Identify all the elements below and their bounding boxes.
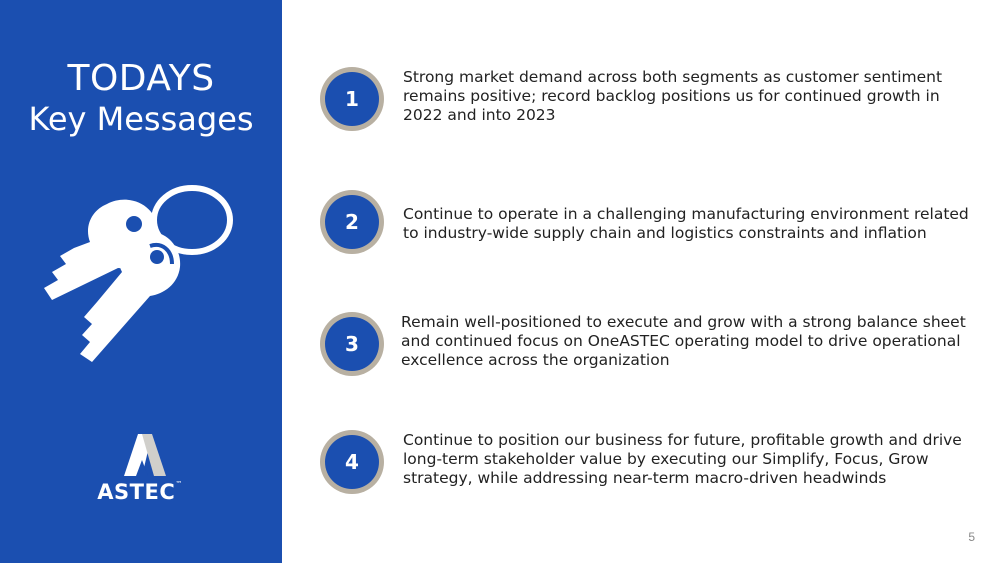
astec-logo-mark: [80, 430, 200, 480]
message-4-number: 4: [325, 435, 379, 489]
title-line-2: Key Messages: [28, 100, 254, 138]
message-4-text: Continue to position our business for future, profitable growth and drive long-term stakeholder value by executing our Simplify, Focus, Grow strategy, while addressing near-term macro-driven headwinds: [403, 431, 962, 487]
message-2-text: Continue to operate in a challenging manufacturing environment related to industry-wide supply chain and logistics constraints and inflation: [403, 205, 969, 242]
astec-logo-text: ASTEC™: [97, 480, 183, 504]
title-line-1: TODAYS: [67, 58, 215, 99]
message-2-badge: [320, 190, 384, 254]
keys-icon: [22, 172, 242, 372]
message-1-badge: [320, 67, 384, 131]
sidebar-panel: [0, 0, 282, 563]
message-1-number: 1: [325, 72, 379, 126]
astec-logo: [80, 430, 200, 510]
message-3-text: Remain well-positioned to execute and grow with a strong balance sheet and continued focus on OneASTEC operating model to drive operational excellence across the organization: [401, 313, 966, 369]
message-3-badge: [320, 312, 384, 376]
page-number: 5: [968, 530, 975, 544]
message-4-badge: [320, 430, 384, 494]
message-2-number: 2: [325, 195, 379, 249]
message-3-number: 3: [325, 317, 379, 371]
message-1-text: Strong market demand across both segments as customer sentiment remains positive; record backlog positions us for continued growth in 2022 and into 2023: [403, 68, 943, 124]
